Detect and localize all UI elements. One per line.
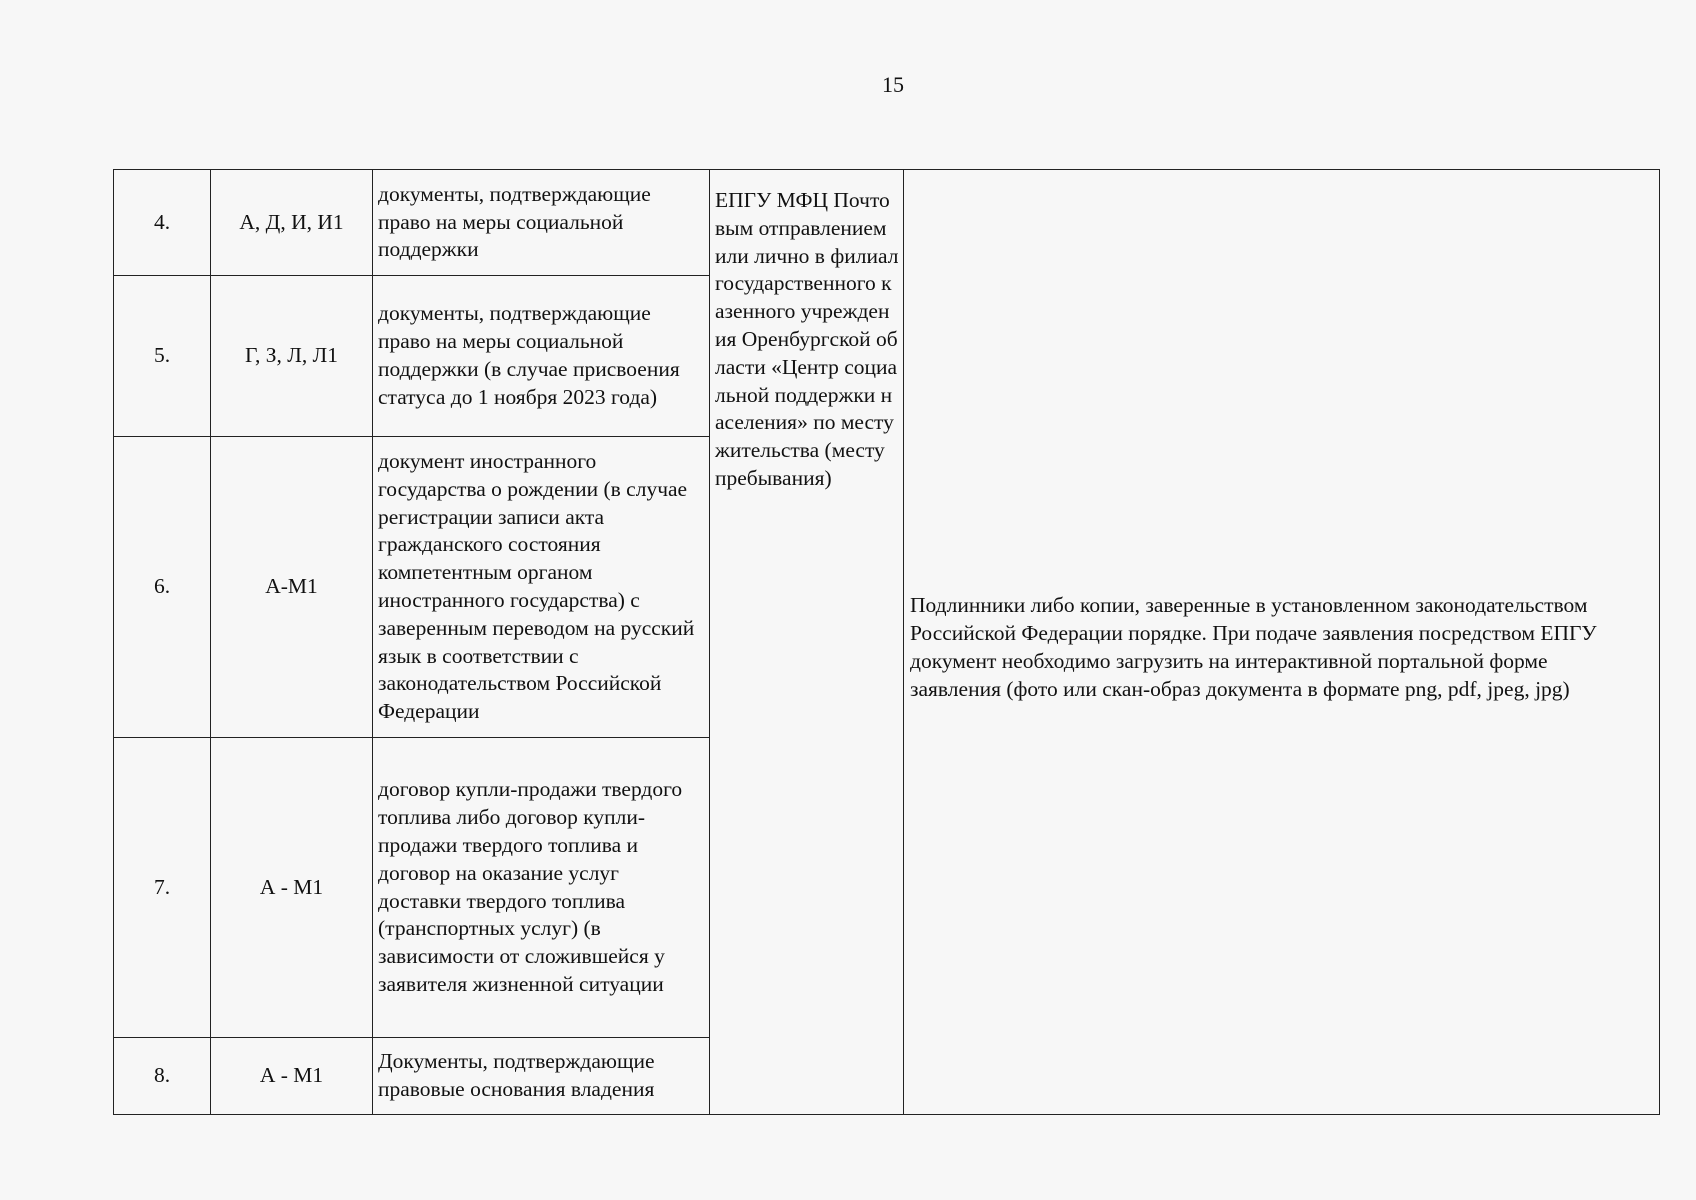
submission-method-cell: ЕПГУ МФЦ Почтовым отправлением или лично в филиал государственного казенного учреждения Оренбургской области «Центр социальной поддержки населения» по месту жительства (месту пребывания) bbox=[710, 170, 904, 1115]
row-document: документы, подтверждающие право на меры социальной поддержки bbox=[373, 170, 710, 276]
row-categories: А, Д, И, И1 bbox=[211, 170, 373, 276]
row-document: документы, подтверждающие право на меры социальной поддержки (в случае присвоения статуса до 1 ноября 2023 года) bbox=[373, 276, 710, 437]
row-number: 6. bbox=[114, 437, 211, 738]
row-number: 5. bbox=[114, 276, 211, 437]
row-document: документ иностранного государства о рождении (в случае регистрации записи акта гражданского состояния компетентным органом иностранного государства) с заверенным переводом на русский язык в соответствии с законодательством Российской Федерации bbox=[373, 437, 710, 738]
page-number: 15 bbox=[882, 72, 904, 97]
row-categories: А - М1 bbox=[211, 738, 373, 1038]
row-categories: А - М1 bbox=[211, 1038, 373, 1115]
row-number: 7. bbox=[114, 738, 211, 1038]
documents-table bbox=[113, 169, 1660, 1115]
row-number: 8. bbox=[114, 1038, 211, 1115]
table-row bbox=[114, 170, 1660, 276]
row-number: 4. bbox=[114, 170, 211, 276]
row-document: Документы, подтверждающие правовые основания владения bbox=[373, 1038, 710, 1115]
row-categories: Г, З, Л, Л1 bbox=[211, 276, 373, 437]
row-categories: А-М1 bbox=[211, 437, 373, 738]
row-document: договор купли-продажи твердого топлива либо договор купли-продажи твердого топлива и договор на оказание услуг доставки твердого топлива (транспортных услуг) (в зависимости от сложившейся у заявителя жизненной ситуации bbox=[373, 738, 710, 1038]
requirements-cell: Подлинники либо копии, заверенные в установленном законодательством Российской Федерации порядке. При подаче заявления посредством ЕПГУ документ необходимо загрузить на интерактивной портальной форме заявления (фото или скан-образ документа в формате png, pdf, jpeg, jpg) bbox=[904, 170, 1660, 1115]
